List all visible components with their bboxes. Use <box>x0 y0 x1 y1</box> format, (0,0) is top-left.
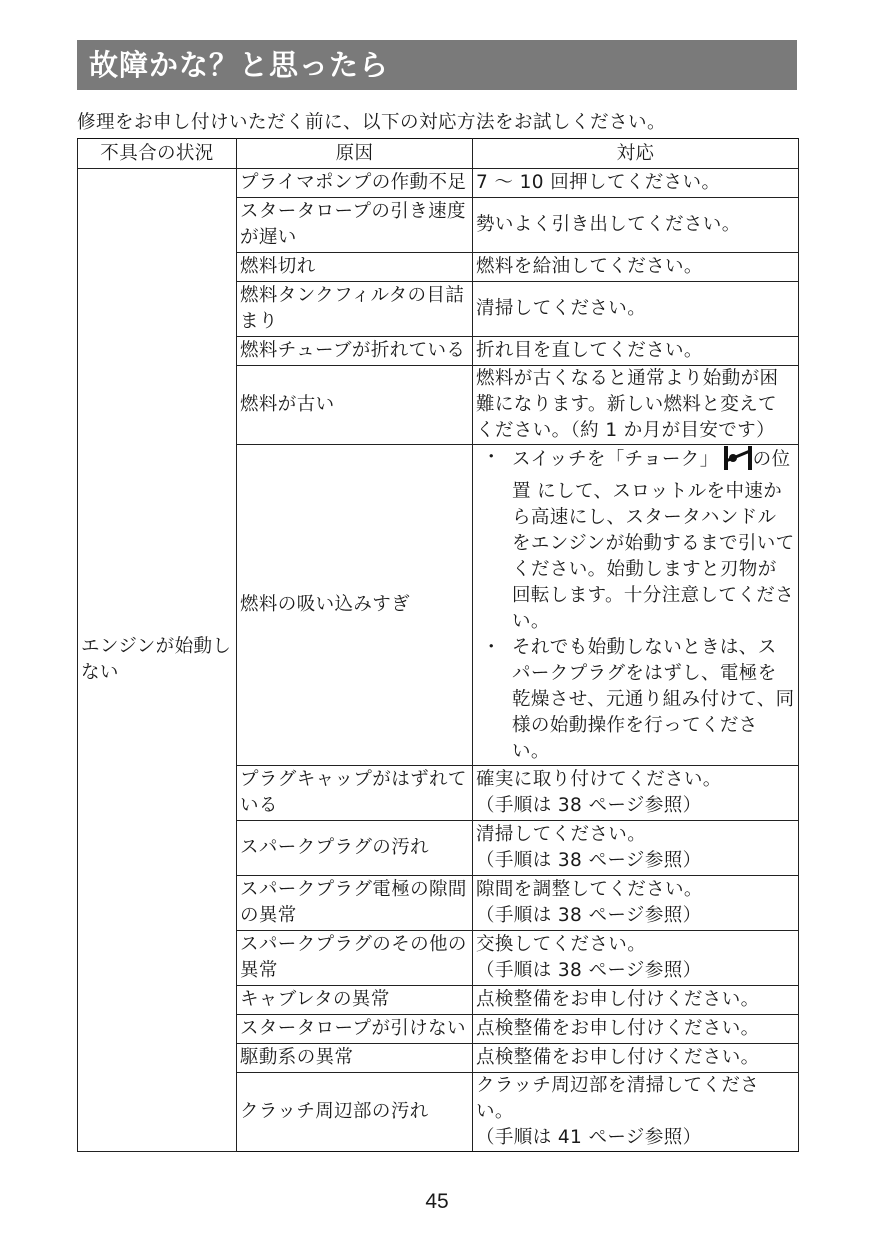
cause-cell: プラグキャップがはずれている <box>237 766 473 821</box>
header-symptom: 不具合の状況 <box>78 139 237 169</box>
remedy-cell: 燃料が古くなると通常より始動が困難になります。新しい燃料と変えてください。（約 1 か月が目安です） <box>473 366 799 445</box>
page-number: 45 <box>425 1190 449 1213</box>
remedy-cell: 勢いよく引き出してください。 <box>473 198 799 253</box>
cause-cell: プライマポンプの作動不足 <box>237 169 473 198</box>
remedy-cell <box>473 445 799 766</box>
remedy-line: 確実に取り付けてください。 <box>476 769 722 790</box>
cause-cell: クラッチ周辺部の汚れ <box>237 1073 473 1152</box>
remedy-bullet-item: ・ それでも始動しないときは、スパークプラグをはずし、電極を乾燥させ、元通り組み付けて、同様の始動操作を行ってください。 <box>476 635 795 765</box>
symptom-cell: エンジンが始動しない <box>78 169 237 1152</box>
remedy-cell: 折れ目を直してください。 <box>473 337 799 366</box>
remedy-cell <box>473 1073 799 1152</box>
remedy-cell: 点検整備をお申し付けください。 <box>473 986 799 1015</box>
cause-cell: 燃料の吸い込みすぎ <box>237 445 473 766</box>
cause-cell: スパークプラグの汚れ <box>237 821 473 876</box>
table-header-row <box>78 139 799 169</box>
page-title: 故障かな？と思ったら <box>77 40 797 90</box>
remedy-cell <box>473 931 799 986</box>
remedy-line: 交換してください。 <box>476 934 647 955</box>
remedy-line: 隙間を調整してください。 <box>476 879 703 900</box>
remedy-bullet-list <box>476 445 795 765</box>
remedy-cell <box>473 766 799 821</box>
remedy-cell: 7 ～ 10 回押してください。 <box>473 169 799 198</box>
remedy-line: （手順は 38 ページ参照） <box>476 905 702 926</box>
remedy-line: （手順は 38 ページ参照） <box>476 850 702 871</box>
cause-cell: 燃料が古い <box>237 366 473 445</box>
remedy-cell: 点検整備をお申し付けください。 <box>473 1044 799 1073</box>
remedy-line: クラッチ周辺部を清掃してください。 <box>476 1075 760 1122</box>
remedy-cell <box>473 821 799 876</box>
remedy-bullet-item <box>476 445 795 635</box>
remedy-line: （手順は 38 ページ参照） <box>476 795 702 816</box>
remedy-cell: 燃料を給油してください。 <box>473 253 799 282</box>
remedy-cell <box>473 876 799 931</box>
cause-cell: スパークプラグのその他の異常 <box>237 931 473 986</box>
bullet-text-before-icon: スイッチを「チョーク」 <box>512 449 719 470</box>
cause-cell: スパークプラグ電極の隙間の異常 <box>237 876 473 931</box>
remedy-cell: 清掃してください。 <box>473 282 799 337</box>
header-cause: 原因 <box>237 139 473 169</box>
cause-cell: スタータロープの引き速度が遅い <box>237 198 473 253</box>
table-row <box>78 169 799 198</box>
cause-cell: スタータロープが引けない <box>237 1015 473 1044</box>
bullet-text-after-icon: の位置 にして、スロットルを中速から高速にし、スタータハンドルをエンジンが始動するまで引いてください。始動しますと刃物が回転します。十分注意してください。 <box>512 449 795 632</box>
troubleshooting-table <box>77 138 799 1152</box>
intro-text: 修理をお申し付けいただく前に、以下の対応方法をお試しください。 <box>77 112 667 133</box>
remedy-line: 清掃してください。 <box>476 824 647 845</box>
cause-cell: 駆動系の異常 <box>237 1044 473 1073</box>
remedy-cell: 点検整備をお申し付けください。 <box>473 1015 799 1044</box>
cause-cell: キャブレタの異常 <box>237 986 473 1015</box>
remedy-line: （手順は 38 ページ参照） <box>476 960 702 981</box>
cause-cell: 燃料チューブが折れている <box>237 337 473 366</box>
cause-cell: 燃料タンクフィルタの目詰まり <box>237 282 473 337</box>
cause-cell: 燃料切れ <box>237 253 473 282</box>
header-remedy: 対応 <box>473 139 799 169</box>
remedy-line: （手順は 41 ページ参照） <box>476 1127 702 1148</box>
choke-symbol-icon <box>723 445 753 479</box>
